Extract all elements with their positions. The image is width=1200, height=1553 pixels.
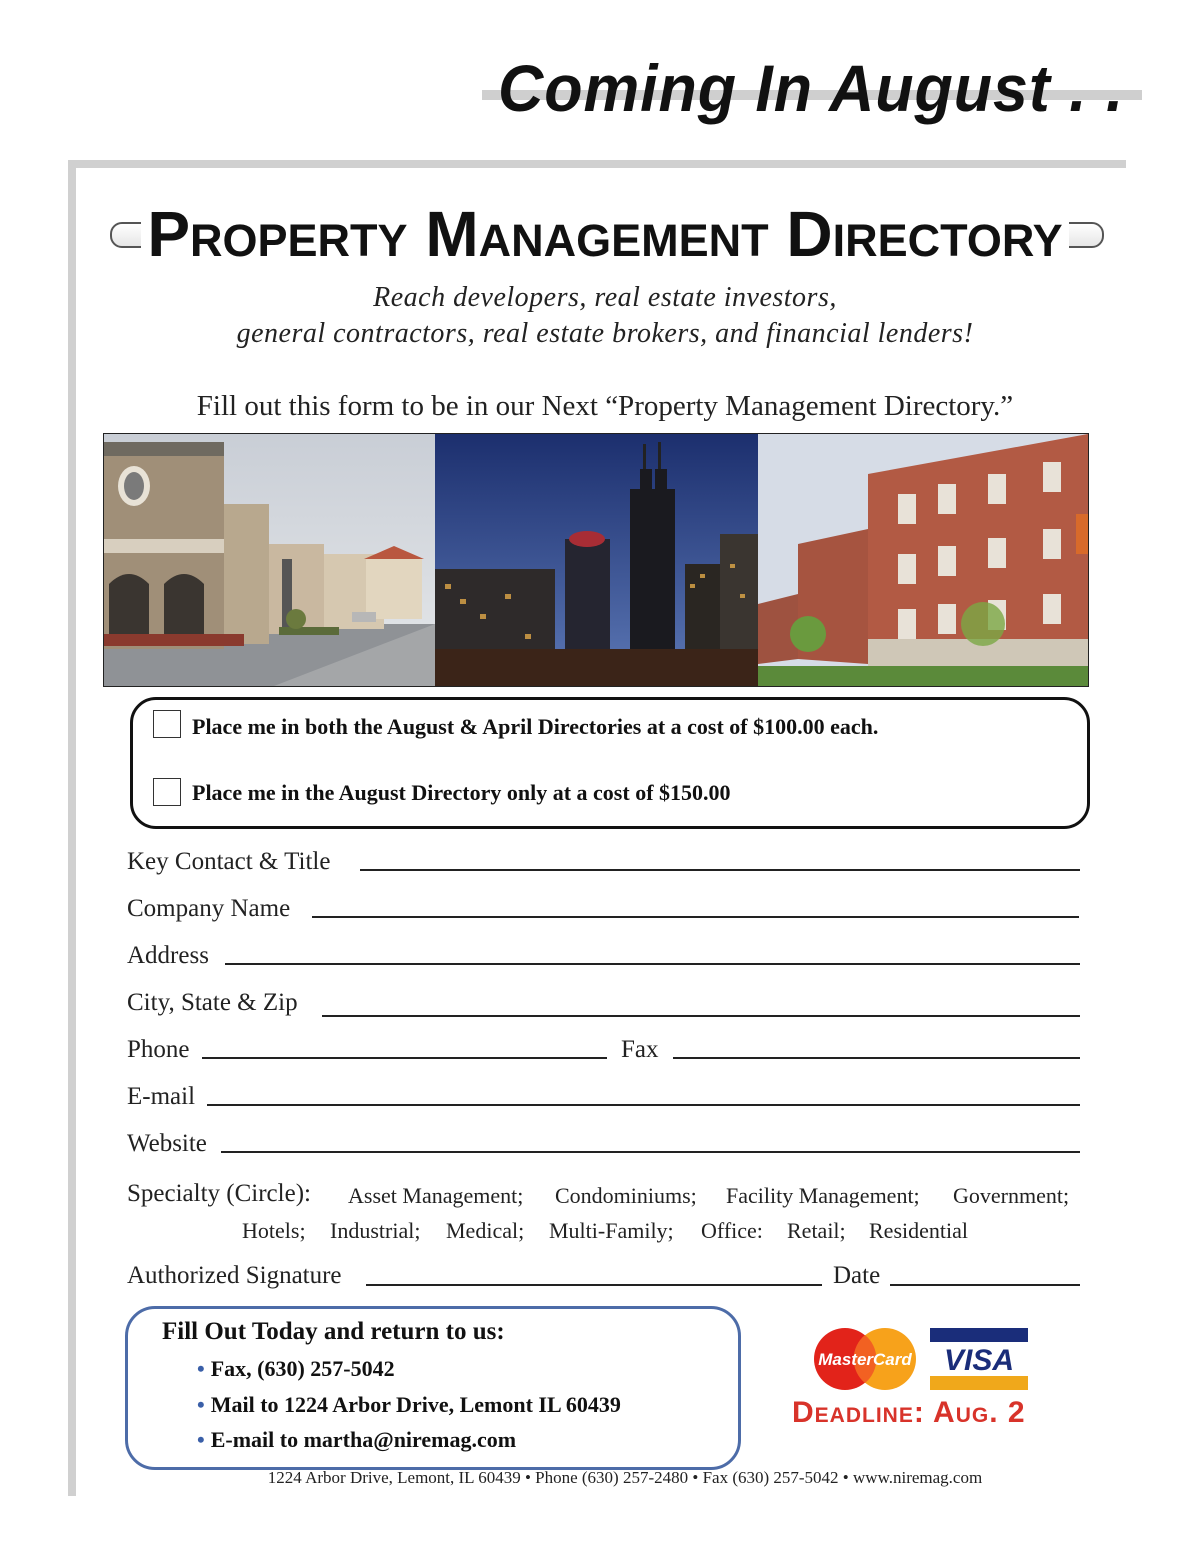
visa-text: VISA [943, 1344, 1015, 1377]
fax-label: Fax [621, 1036, 659, 1063]
specialty-medical[interactable]: Medical; [446, 1218, 525, 1243]
frame-left-border [68, 160, 76, 1496]
option-both-label: Place me in both the August & April Directories at a cost of $100.00 each. [192, 714, 879, 739]
option-august-label: Place me in the August Directory only at a cost of $150.00 [192, 780, 731, 805]
date-label: Date [833, 1262, 881, 1289]
signature-field[interactable] [366, 1284, 822, 1286]
phone-field[interactable] [202, 1057, 607, 1059]
city-label: City, State & Zip [127, 989, 298, 1016]
frame-top-border [68, 160, 1126, 168]
directory-title-text: Property Management Directory [141, 198, 1068, 270]
fax-field[interactable] [673, 1057, 1080, 1059]
mastercard-text: MasterCard [818, 1350, 912, 1369]
specialty-facility-management[interactable]: Facility Management; [726, 1183, 920, 1208]
photo-city-skyline [435, 434, 758, 686]
specialty-government[interactable]: Government; [953, 1183, 1070, 1208]
city-field[interactable] [322, 1015, 1080, 1017]
instruction-text: Fill out this form to be in our Next “Property Management Directory.” [196, 390, 1014, 422]
photo-shopping-center [104, 434, 435, 686]
date-field[interactable] [890, 1284, 1080, 1286]
email-label: E-mail [127, 1083, 196, 1110]
address-label: Address [127, 942, 209, 969]
specialty-multi-family[interactable]: Multi-Family; [549, 1218, 674, 1243]
subtitle-line-1: Reach developers, real estate investors, [373, 282, 837, 313]
address-field[interactable] [225, 963, 1080, 965]
return-mail-text: Mail to 1224 Arbor Drive, Lemont IL 60439 [210, 1392, 621, 1417]
header-title: Coming In August . . [498, 51, 1125, 125]
photo-strip [103, 433, 1089, 687]
option-both-checkbox[interactable] [153, 710, 181, 738]
specialty-hotels[interactable]: Hotels; [242, 1218, 306, 1243]
signature-label: Authorized Signature [127, 1262, 342, 1289]
return-fax [197, 1356, 395, 1382]
option-august-checkbox[interactable] [153, 778, 181, 806]
specialty-office[interactable]: Office: [701, 1218, 763, 1243]
specialty-retail[interactable]: Retail; [787, 1218, 846, 1243]
visa-logo-icon [930, 1328, 1028, 1390]
photo-apartments [758, 434, 1088, 686]
specialty-asset-management[interactable]: Asset Management; [348, 1183, 524, 1208]
company-label: Company Name [127, 895, 291, 922]
website-label: Website [127, 1130, 207, 1157]
website-field[interactable] [221, 1151, 1080, 1153]
return-email-text: E-mail to martha@niremag.com [210, 1427, 517, 1452]
footer-contact: 1224 Arbor Drive, Lemont, IL 60439 • Phone (630) 257-2480 • Fax (630) 257-5042 • www.niremag.com [267, 1468, 983, 1487]
return-title: Fill Out Today and return to us: [162, 1318, 505, 1345]
specialty-condominiums[interactable]: Condominiums; [555, 1183, 697, 1208]
bullet-icon: • [197, 1356, 205, 1381]
return-email [197, 1427, 516, 1453]
specialty-label: Specialty (Circle): [127, 1180, 311, 1207]
return-fax-text: Fax, (630) 257-5042 [210, 1356, 395, 1381]
key-contact-field[interactable] [360, 869, 1080, 871]
company-field[interactable] [312, 916, 1079, 918]
email-field[interactable] [207, 1104, 1080, 1106]
mastercard-logo-icon [812, 1327, 918, 1391]
phone-label: Phone [127, 1036, 190, 1063]
specialty-residential[interactable]: Residential [869, 1218, 968, 1243]
deadline-text: Deadline: Aug. 2 [792, 1396, 1026, 1429]
key-contact-label: Key Contact & Title [127, 848, 331, 875]
bullet-icon: • [197, 1427, 205, 1452]
bullet-icon: • [197, 1392, 205, 1417]
directory-title [120, 196, 1090, 272]
specialty-industrial[interactable]: Industrial; [330, 1218, 421, 1243]
return-mail [197, 1392, 621, 1418]
subtitle-line-2: general contractors, real estate brokers, and financial lenders! [236, 318, 974, 349]
